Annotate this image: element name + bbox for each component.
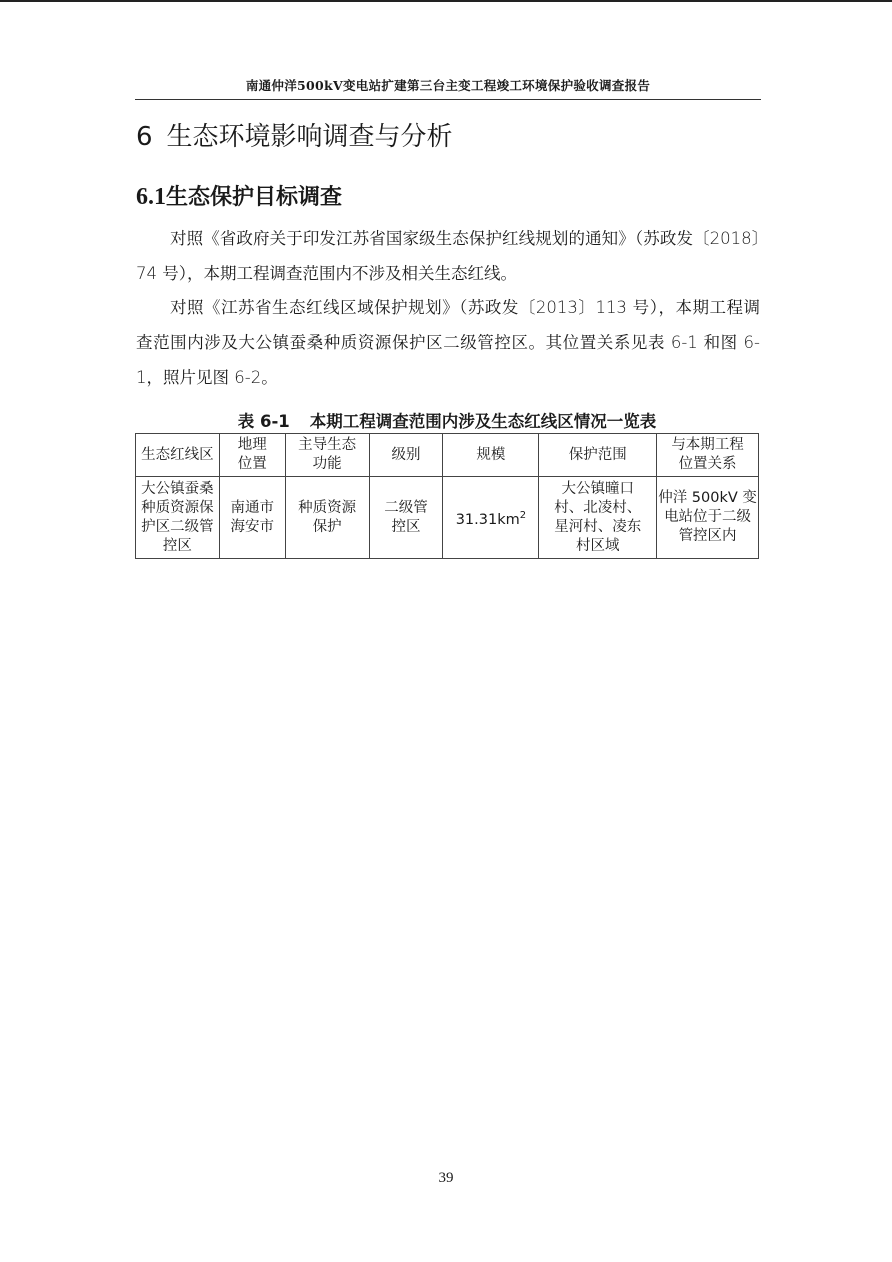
section-title: 生态保护目标调查 (166, 185, 343, 210)
location-cell: 南通市海安市 (219, 477, 285, 559)
scale-value: 31.31km (455, 511, 520, 528)
range-cell: 大公镇曈口村、北凌村、星河村、凌东村区域 (539, 477, 657, 559)
zone-cell: 大公镇蚕桑种质资源保护区二级管控区 (136, 477, 220, 559)
chapter-heading (136, 116, 453, 153)
section-number: 6.1 (136, 184, 166, 210)
table-caption-number: 表 6-1 (237, 412, 290, 431)
top-border-line (0, 0, 892, 2)
chapter-number: 6 (136, 122, 153, 152)
section-heading (136, 180, 342, 211)
header-cell: 与本期工程位置关系 (657, 434, 759, 477)
table-row (136, 477, 759, 559)
scale-exponent: 2 (519, 509, 527, 521)
header-cell: 主导生态功能 (285, 434, 369, 477)
table-header-row (136, 434, 759, 477)
header-cell: 级别 (369, 434, 443, 477)
header-cell: 保护范围 (539, 434, 657, 477)
table-caption (135, 408, 759, 432)
running-header: 南通仲洋500kV变电站扩建第三台主变工程竣工环境保护验收调查报告 (245, 78, 651, 93)
scale-cell (443, 477, 539, 559)
chapter-title: 生态环境影响调查与分析 (166, 122, 453, 152)
function-cell: 种质资源保护 (285, 477, 369, 559)
header-divider (135, 99, 761, 100)
paragraph-protection-plan: 对照《江苏省生态红线区域保护规划》（苏政发〔2013〕113 号），本期工程调查范围内涉及大公镇蚕桑种质资源保护区二级管控区。其位置关系见表 6-1 和图 6-1，照片见图 6-2。 (136, 298, 760, 387)
relation-cell: 仲洋 500kV 变电站位于二级管控区内 (657, 477, 759, 559)
page-number: 39 (438, 1170, 454, 1186)
paragraph-red-line-plan: 对照《省政府关于印发江苏省国家级生态保护红线规划的通知》（苏政发〔2018〕74 号），本期工程调查范围内不涉及相关生态红线。 (136, 229, 760, 283)
header-cell: 生态红线区 (136, 434, 220, 477)
table-caption-title: 本期工程调查范围内涉及生态红线区情况一览表 (309, 412, 657, 431)
ecological-red-line-table (135, 433, 759, 559)
level-cell: 二级管控区 (369, 477, 443, 559)
header-cell: 规模 (443, 434, 539, 477)
header-cell: 地理位置 (219, 434, 285, 477)
